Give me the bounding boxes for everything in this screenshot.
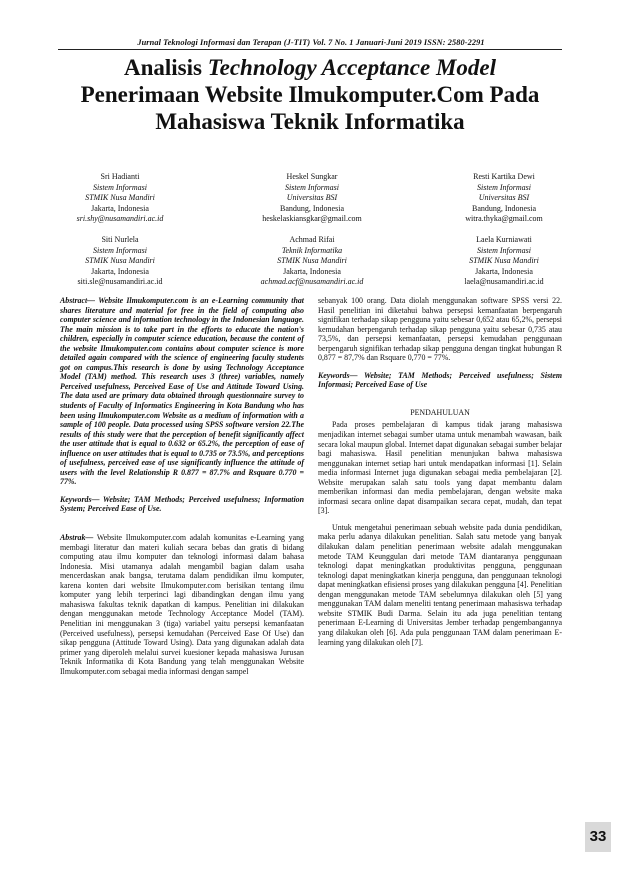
- section-heading: PENDAHULUAN: [410, 407, 470, 417]
- author-institution: STMIK Nusa Mandiri: [277, 256, 347, 266]
- abstract-indonesian: [60, 533, 304, 676]
- body-paragraph: Pada proses pembelajaran di kampus tidak jarang mahasiswa menjadikan internet sebagai sumber utama untuk menambah wawasan, baik secara lokal maupun global. Internet dapat digunakan sebagai sumber belajar bagi mahasiswa. Hasil penelitian menunjukan bahwa mahasiswa menggunakan internet setiap hari untuk mendapatkan informasi [1]. Selain media informasi Internet juga digunakan sebagai media pembelajaran [2]. Website merupakan salah satu tools yang dapat membantu dalam memberikan informasi dan media pembelajaran, dengan website maka informasi secara online dapat disampaikan secara cepat, mudah, dan tepat [3].: [318, 420, 562, 516]
- author-affiliation: Teknik Informatika: [281, 245, 343, 255]
- author-name: Siti Nurlela: [101, 234, 139, 244]
- author-card: [30, 172, 210, 225]
- left-column: [60, 296, 304, 683]
- author-card: [30, 235, 210, 288]
- author-affiliation: Sistem Informasi: [93, 245, 147, 255]
- author-affiliation: Sistem Informasi: [93, 182, 147, 192]
- title-word: Analisis: [123, 55, 202, 80]
- author-email[interactable]: laela@nusamandiri.ac.id: [464, 277, 544, 287]
- author-email[interactable]: heskelaskiansgkar@gmail.com: [262, 214, 362, 224]
- author-card: [414, 172, 594, 225]
- author-institution: Universitas BSI: [478, 193, 530, 203]
- author-email[interactable]: achmad.acf@nusamandiri.ac.id: [260, 277, 364, 287]
- author-card: [222, 235, 402, 288]
- right-column: [318, 296, 562, 654]
- author-city: Bandung, Indonesia: [280, 203, 344, 213]
- author-institution: STMIK Nusa Mandiri: [85, 193, 155, 203]
- author-city: Jakarta, Indonesia: [475, 266, 533, 276]
- author-name: Laela Kurniawati: [476, 234, 532, 244]
- title-line-1: [40, 54, 580, 81]
- author-city: Jakarta, Indonesia: [91, 203, 149, 213]
- author-row: [30, 235, 594, 288]
- author-city: Jakarta, Indonesia: [283, 266, 341, 276]
- body-paragraph: Untuk mengetahui penerimaan sebuah website pada dunia pendidikan, maka perlu adanya dilakukan penelitian. Salah satu metode yang banyak dilakukan dalam penelitian penerimaan website adalah menggunakan metode TAM Keunggulan dari metode TAM diantaranya penggunaan teknologi dapat meningkatkan produktivitas pengguna, penggunaan teknologi dapat meningkatkan kinerja pengguna, dan penggunaan teknologi dapat meningkatkan efisiensi proses yang dilakukan pengguna [4]. Penelitian dengan menggunakan metode TAM sebelumnya dilakukan oleh [5] yang menggunakan TAM dalam meneliti tentang penerimaan mahasiswa terhadap website STMIK Budi Darma. Selain itu ada juga penelitian tentang penerimaan E-Learning di Universitas Jember terhadap pengembangannya yang dilakukan oleh [6]. Ada pula penggunaan TAM dalam penerimaan E-learning yang dilakukan oleh [7].: [318, 522, 562, 647]
- author-name: Sri Hadianti: [100, 172, 140, 181]
- title-line-3: Mahasiswa Teknik Informatika: [155, 109, 465, 134]
- author-affiliation: Sistem Informasi: [477, 245, 531, 255]
- title-italic-phrase: Technology Acceptance Model: [207, 55, 497, 80]
- abstract-indonesian-body: Website Ilmukomputer.com adalah komunitas e-Learning yang membagi literatur dan materi kuliah secara bebas dan gratis di bidang computing atau ilmu komputer dan teknologi informasi dalam bahasa Indonesia. Misi utamanya adalah mengambil bagian dalam usaha mencerdaskan anak bangsa, terutama dalam pendidikan ilmu komputer, karena konten dari website Ilmukomputer.com berisikan tentang ilmu komputer yang lebih terperinci lagi dibandingkan dengan ilmu yang mahasiswa fakultas teknik dapatkan di kampus. Penelitian ini dilakukan dengan menggunakan metode Technology Acceptance Model (TAM). Penelitian ini menggunakan 3 (tiga) variabel yaitu persepsi kemanfaatan (Perceived usefulness), persepsi kemudahan (Perceived Ease Of Use) dan sikap pengguna (Attitude Toward Using). Data yang digunakan adalah data primer yang diperoleh melalui survei kuesioner kepada mahasiswa Jurusan Teknik Informatika di Kota Bandung yang telah menggunakan Website Ilmukomputer.com sebagai media informasi dengan sampel: [60, 533, 304, 676]
- author-name: Resti Kartika Dewi: [473, 172, 535, 181]
- abstract-english: Abstract— Website Ilmukomputer.com is an e-Learning community that shares literature and material for free in the field of computing also computer science and information technology in the Indonesian language. The main mission is to take part in the efforts to educate the nation's children, especially in computer science education, because the content of the website Ilmukomputer.com contains about computer science is more detailed again compared with the science of engineering faculty students got on campus.This research is done by using Technology Acceptance Model (TAM) method. This research uses 3 (three) variables, namely Perceived usefulness, Perceived Ease of Use and Attitude Toward Using. The data used are primary data obtained through questionnaire survey to students of Faculty of Informatics Engineering in Kota Bandung who has been using Ilmukomputer.com Website as a medium of information with a sample of 100 people. Data processed using SPSS software version 22.The results of this study were that the perception of benefit significantly affect the user attitude that is equal to 0.632 or 65.2%, the perception of ease of influence on user attitudes that is equal to 0.735 or 73.5%, and perceptions of usefulness, perceived ease of use significantly influence the attitude of users with the level Relationship R 0.877 = 87.7% and Rsquare 0.770 = 77%.: [60, 296, 304, 487]
- author-card: [222, 172, 402, 225]
- author-email[interactable]: sri.shy@nusamandiri.ac.id: [76, 214, 164, 224]
- author-city: Bandung, Indonesia: [472, 203, 536, 213]
- author-email[interactable]: siti.sle@nusamandiri.ac.id: [77, 277, 163, 287]
- paper-title: [40, 54, 580, 135]
- page-number: 33: [585, 822, 611, 852]
- author-row: [30, 172, 594, 225]
- author-institution: STMIK Nusa Mandiri: [469, 256, 539, 266]
- keywords-english: Keywords— Website; TAM Methods; Perceived usefulness; Information System; Perceived Ease of Use.: [60, 494, 304, 514]
- author-card: [414, 235, 594, 288]
- author-institution: Universitas BSI: [286, 193, 338, 203]
- running-header: Jurnal Teknologi Informasi dan Terapan (J-TIT) Vol. 7 No. 1 Januari-Juni 2019 ISSN: 2580-2291: [137, 38, 485, 47]
- author-name: Heskel Sungkar: [286, 172, 338, 181]
- abstract-lead: Abstrak—: [60, 533, 94, 543]
- author-affiliation: Sistem Informasi: [285, 182, 339, 192]
- author-block: [30, 172, 594, 298]
- keywords-indonesian: Keywords— Website; TAM Methods; Perceived usefulness; Sistem Informasi; Perceived Ease of Use: [318, 370, 562, 390]
- abstract-indonesian-continued: sebanyak 100 orang. Data diolah menggunakan software SPSS versi 22. Hasil penelitian ini diketahui bahwa persepsi kemanfaatan berpengaruh signifikan terhadap sikap pengguna yaitu sebesar 0,652 atau 65,2%, persepsi kemudahan berpengaruh terhadap sikap pengguna yaitu sebesar 0,735 atau 73,5%, dan persepsi kemanfaatan, persepsi kemudahan penggunaan berpengaruh signifikan terhadap sikap pengguna dengan tingkat hubungan R 0,877 = 87,7% dan Rsquare 0,770 = 77%.: [318, 296, 562, 363]
- author-institution: STMIK Nusa Mandiri: [85, 256, 155, 266]
- author-affiliation: Sistem Informasi: [477, 182, 531, 192]
- header-rule: [58, 49, 562, 50]
- author-city: Jakarta, Indonesia: [91, 266, 149, 276]
- title-line-2: Penerimaan Website Ilmukomputer.Com Pada: [80, 82, 540, 107]
- author-name: Achmad Rifai: [289, 234, 335, 244]
- author-email[interactable]: witra.thyka@gmail.com: [465, 214, 543, 224]
